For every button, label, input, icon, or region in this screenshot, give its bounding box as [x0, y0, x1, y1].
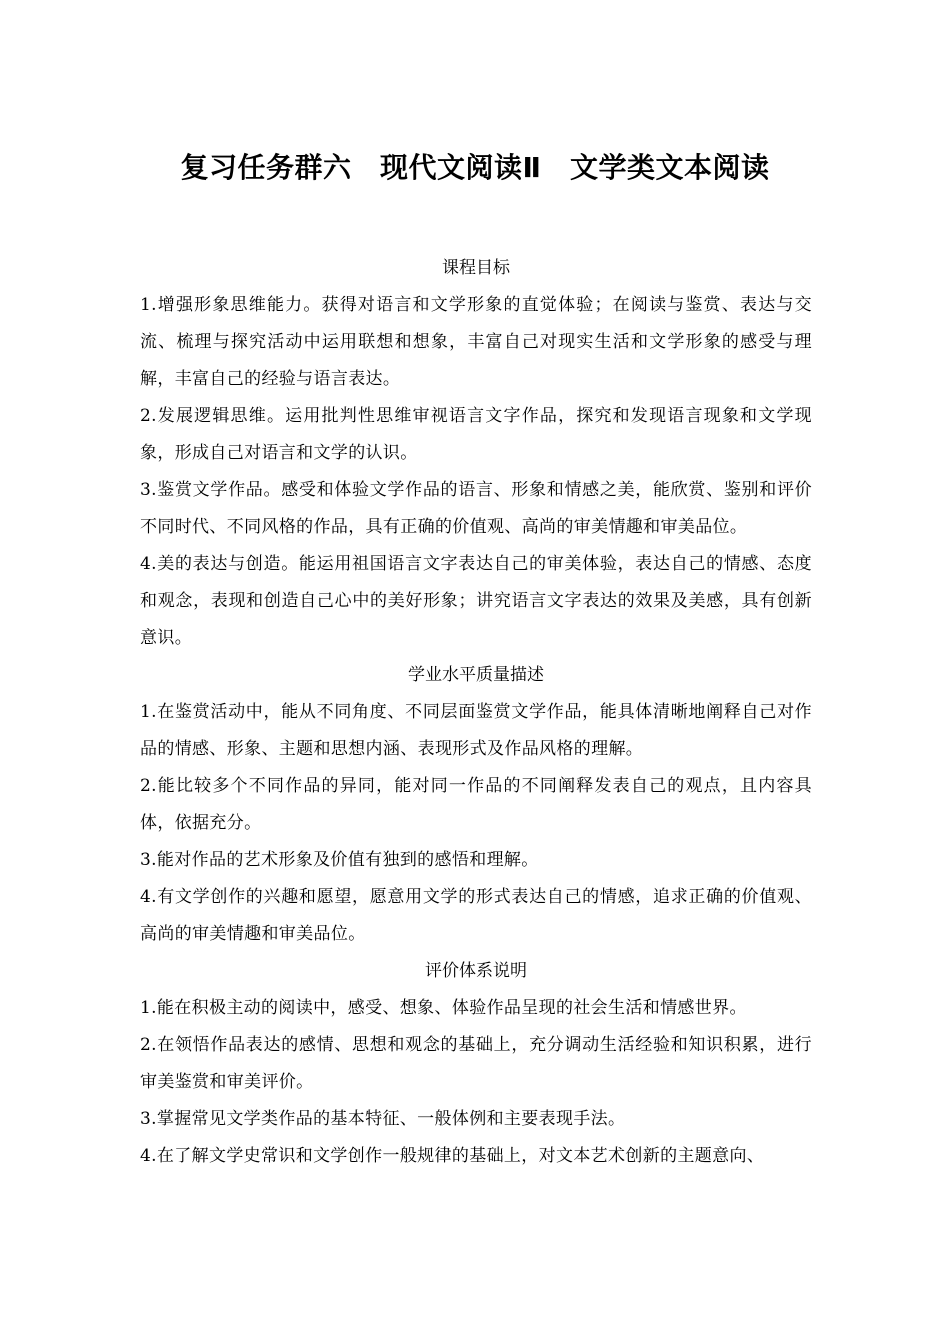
list-item: 2.能比较多个不同作品的异同，能对同一作品的不同阐释发表自己的观点，且内容具体，依据充分。	[140, 776, 812, 833]
list-item: 1.在鉴赏活动中，能从不同角度、不同层面鉴赏文学作品，能具体清晰地阐释自己对作品的情感、形象、主题和思想内涵、表现形式及作品风格的理解。	[140, 702, 812, 759]
section-heading: 评价体系说明	[425, 961, 527, 981]
list-item: 2.在领悟作品表达的感情、思想和观念的基础上，充分调动生活经验和知识积累，进行审美鉴赏和审美评价。	[140, 1035, 812, 1092]
list-item: 3.能对作品的艺术形象及价值有独到的感悟和理解。	[140, 850, 539, 870]
section-course-goals	[140, 250, 812, 657]
list-item: 3.掌握常见文学类作品的基本特征、一般体例和主要表现手法。	[140, 1109, 626, 1129]
list-item: 1.能在积极主动的阅读中，感受、想象、体验作品呈现的社会生活和情感世界。	[140, 998, 747, 1018]
section-heading: 课程目标	[442, 258, 510, 278]
list-item: 4.在了解文学史常识和文学创作一般规律的基础上，对文本艺术创新的主题意向、	[140, 1146, 765, 1166]
list-item: 4.有文学创作的兴趣和愿望，愿意用文学的形式表达自己的情感，追求正确的价值观、高尚的审美情趣和审美品位。	[140, 887, 812, 944]
section-heading: 学业水平质量描述	[408, 665, 544, 685]
list-item: 1.增强形象思维能力。获得对语言和文学形象的直觉体验；在阅读与鉴赏、表达与交流、梳理与探究活动中运用联想和想象，丰富自己对现实生活和文学形象的感受与理解，丰富自己的经验与语言表达。	[140, 295, 812, 389]
section-evaluation-system	[140, 953, 812, 1175]
section-quality-description	[140, 657, 812, 953]
list-item: 3.鉴赏文学作品。感受和体验文学作品的语言、形象和情感之美，能欣赏、鉴别和评价不同时代、不同风格的作品，具有正确的价值观、高尚的审美情趣和审美品位。	[140, 480, 812, 537]
list-item: 2.发展逻辑思维。运用批判性思维审视语言文字作品，探究和发现语言现象和文学现象，形成自己对语言和文学的认识。	[140, 406, 812, 463]
document-body	[140, 250, 812, 1175]
document-title: 复习任务群六 现代文阅读Ⅱ 文学类文本阅读	[180, 151, 770, 184]
list-item: 4.美的表达与创造。能运用祖国语言文字表达自己的审美体验，表达自己的情感、态度和观念，表现和创造自己心中的美好形象；讲究语言文字表达的效果及美感，具有创新意识。	[140, 554, 812, 648]
